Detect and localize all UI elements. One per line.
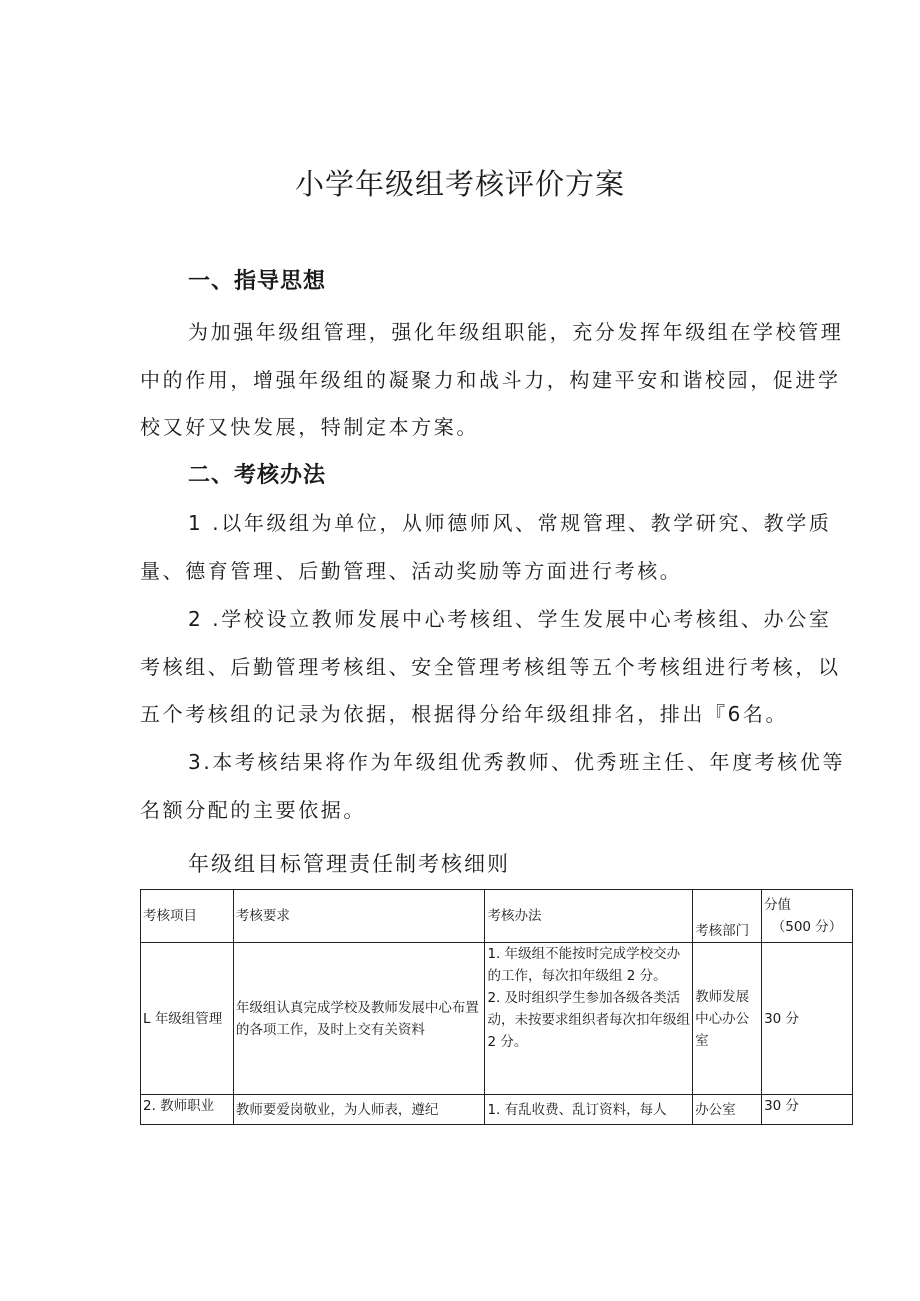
cell-requirement: 年级组认真完成学校及教师发展中心布置的各项工作，及时上交有关资料: [233, 943, 485, 1095]
header-score-label: 分值: [764, 897, 792, 913]
table-row: [141, 943, 853, 1095]
cell-method: 1. 年级组不能按时完成学校交办的工作，每次扣年级组 2 分。 2. 及时组织学生参加各级各类活动，未按要求组织者每次扣年级组 2 分。: [485, 943, 693, 1095]
paragraph-guiding-ideology: 为加强年级组管理，强化年级组职能，充分发挥年级组在学校管理中的作用，增强年级组的凝聚力和战斗力，构建平安和谐校园，促进学校又好又快发展，特制定本方案。: [140, 320, 844, 439]
table-header-row: [141, 890, 853, 943]
header-department: 考核部门: [693, 890, 762, 943]
cell-department: 教师发展中心办公室: [693, 943, 762, 1095]
table-caption: 年级组目标管理责任制考核细则: [188, 852, 510, 876]
cell-method: 1. 有乱收费、乱订资料，每人: [485, 1095, 693, 1125]
header-score-total: （500 分）: [771, 919, 843, 935]
header-requirement: 考核要求: [233, 890, 485, 943]
cell-department: 办公室: [693, 1095, 762, 1125]
section-heading-guiding-ideology: 一、指导思想: [188, 269, 327, 294]
paragraph-method-1: 1 .以年级组为单位，从师德师风、常规管理、教学研究、教学质量、德育管理、后勤管理、活动奖励等方面进行考核。: [140, 511, 832, 583]
assessment-rules-table: [140, 889, 853, 1125]
table-row: [141, 1095, 853, 1125]
cell-score: 30 分: [762, 1095, 853, 1125]
cell-item: L 年级组管理: [141, 943, 234, 1095]
paragraph-method-3: 3.本考核结果将作为年级组优秀教师、优秀班主任、年度考核优等名额分配的主要依据。: [140, 750, 846, 822]
document-title: 小学年级组考核评价方案: [294, 167, 625, 201]
cell-requirement: 教师要爱岗敬业，为人师表，遵纪: [233, 1095, 485, 1125]
section-heading-assessment-method: 二、考核办法: [188, 463, 327, 488]
cell-item: 2. 教师职业: [141, 1095, 234, 1125]
cell-score: 30 分: [762, 943, 853, 1095]
header-method: 考核办法: [485, 890, 693, 943]
paragraph-method-2: 2 .学校设立教师发展中心考核组、学生发展中心考核组、办公室考核组、后勤管理考核组、安全管理考核组等五个考核组进行考核，以五个考核组的记录为依据，根据得分给年级组排名，排出『6名。: [140, 607, 841, 726]
header-score: [762, 890, 853, 943]
header-item: 考核项目: [141, 890, 234, 943]
